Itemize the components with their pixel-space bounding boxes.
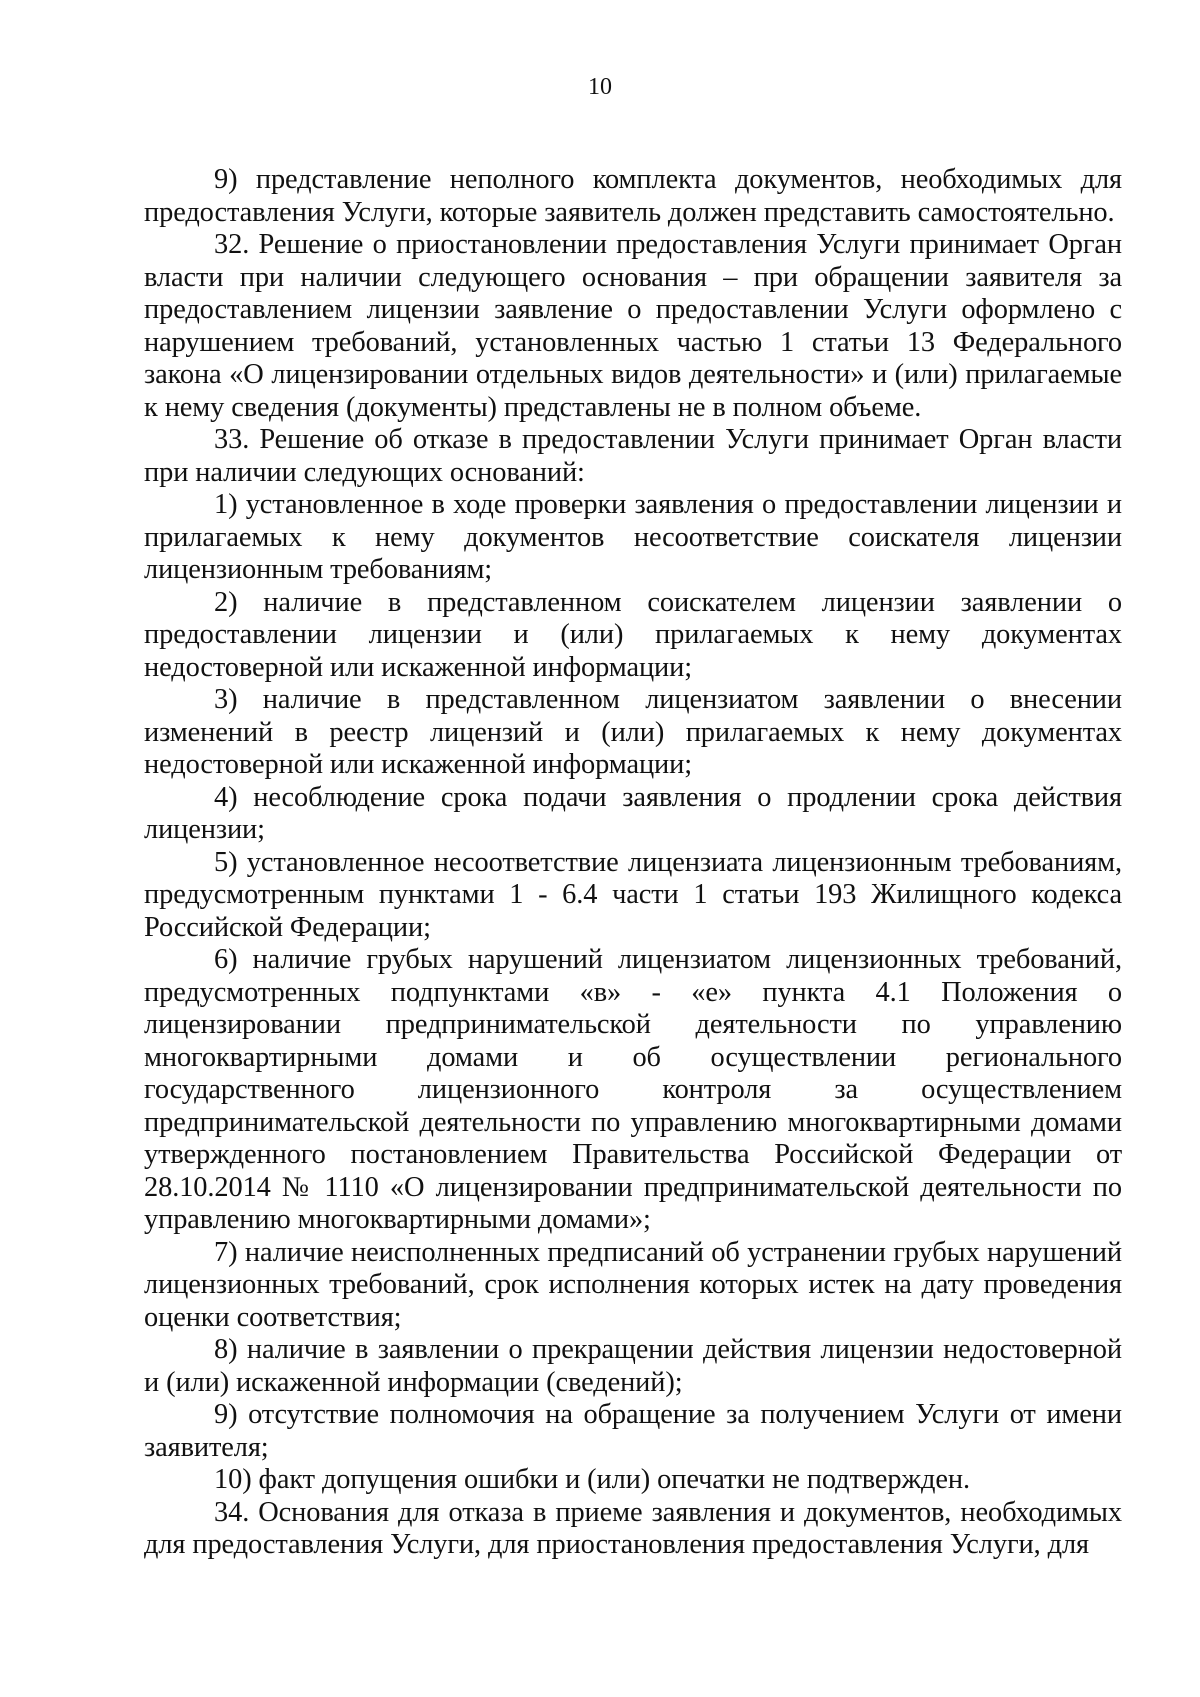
list-item-refusal-ground-3: 3) наличие в представленном лицензиатом заявлении о внесении изменений в реестр лицензий и (или) прилагаемых к нему документах недостоверной или искаженной информации; — [144, 684, 1122, 780]
list-item-refusal-ground-4: 4) несоблюдение срока подачи заявления о продлении срока действия лицензии; — [144, 781, 1122, 845]
list-item-refusal-ground-9: 9) отсутствие полномочия на обращение за получением Услуги от имени заявителя; — [144, 1399, 1122, 1463]
paragraph-34-grounds: 34. Основания для отказа в приеме заявления и документов, необходимых для предоставления Услуги, для приостановления предоставления Услуги, для — [144, 1496, 1122, 1560]
list-item-refusal-ground-2: 2) наличие в представленном соискателем лицензии заявлении о предоставлении лицензии и (или) прилагаемых к нему документах недостоверной или искаженной информации; — [144, 586, 1122, 683]
paragraph-item-9-incomplete-documents: 9) представление неполного комплекта документов, необходимых для предоставления Услуги, которые заявитель должен представить самостоятельно. — [144, 164, 1122, 228]
paragraph-33-refusal-decision: 33. Решение об отказе в предоставлении Услуги принимает Орган власти при наличии следующих оснований: — [144, 424, 1122, 488]
document-body — [144, 164, 1122, 1562]
list-item-refusal-ground-6: 6) наличие грубых нарушений лицензиатом лицензионных требований, предусмотренных подпунктами «в» - «е» пункта 4.1 Положения о лицензировании предпринимательской деятельности по управлению многоквартирными домами и об осуществлении регионального государственного лицензионного контроля за осуществлением предпринимательской деятельности по управлению многоквартирными домами утвержденного постановлением Правительства Российской Федерации от 28.10.2014 № 1110 «О лицензировании предпринимательской деятельности по управлению многоквартирными домами»; — [144, 944, 1122, 1235]
paragraph-32-suspension-decision: 32. Решение о приостановлении предоставления Услуги принимает Орган власти при наличии следующего основания – при обращении заявителя за предоставлением лицензии заявление о предоставлении Услуги оформлено с нарушением требований, установленных частью 1 статьи 13 Федерального закона «О лицензировании отдельных видов деятельности» и (или) прилагаемые к нему сведения (документы) представлены не в полном объеме. — [144, 229, 1122, 423]
list-item-refusal-ground-7: 7) наличие неисполненных предписаний об устранении грубых нарушений лицензионных требований, срок исполнения которых истек на дату проведения оценки соответствия; — [144, 1236, 1122, 1333]
list-item-refusal-ground-10: 10) факт допущения ошибки и (или) опечатки не подтвержден. — [214, 1464, 970, 1495]
list-item-refusal-ground-8: 8) наличие в заявлении о прекращении действия лицензии недостоверной и (или) искаженной информации (сведений); — [144, 1334, 1122, 1398]
page-number: 10 — [588, 74, 612, 100]
list-item-refusal-ground-1: 1) установленное в ходе проверки заявления о предоставлении лицензии и прилагаемых к нему документов несоответствие соискателя лицензии лицензионным требованиям; — [144, 489, 1122, 585]
list-item-refusal-ground-5: 5) установленное несоответствие лицензиата лицензионным требованиям, предусмотренным пунктами 1 - 6.4 части 1 статьи 193 Жилищного кодекса Российской Федерации; — [144, 846, 1122, 943]
